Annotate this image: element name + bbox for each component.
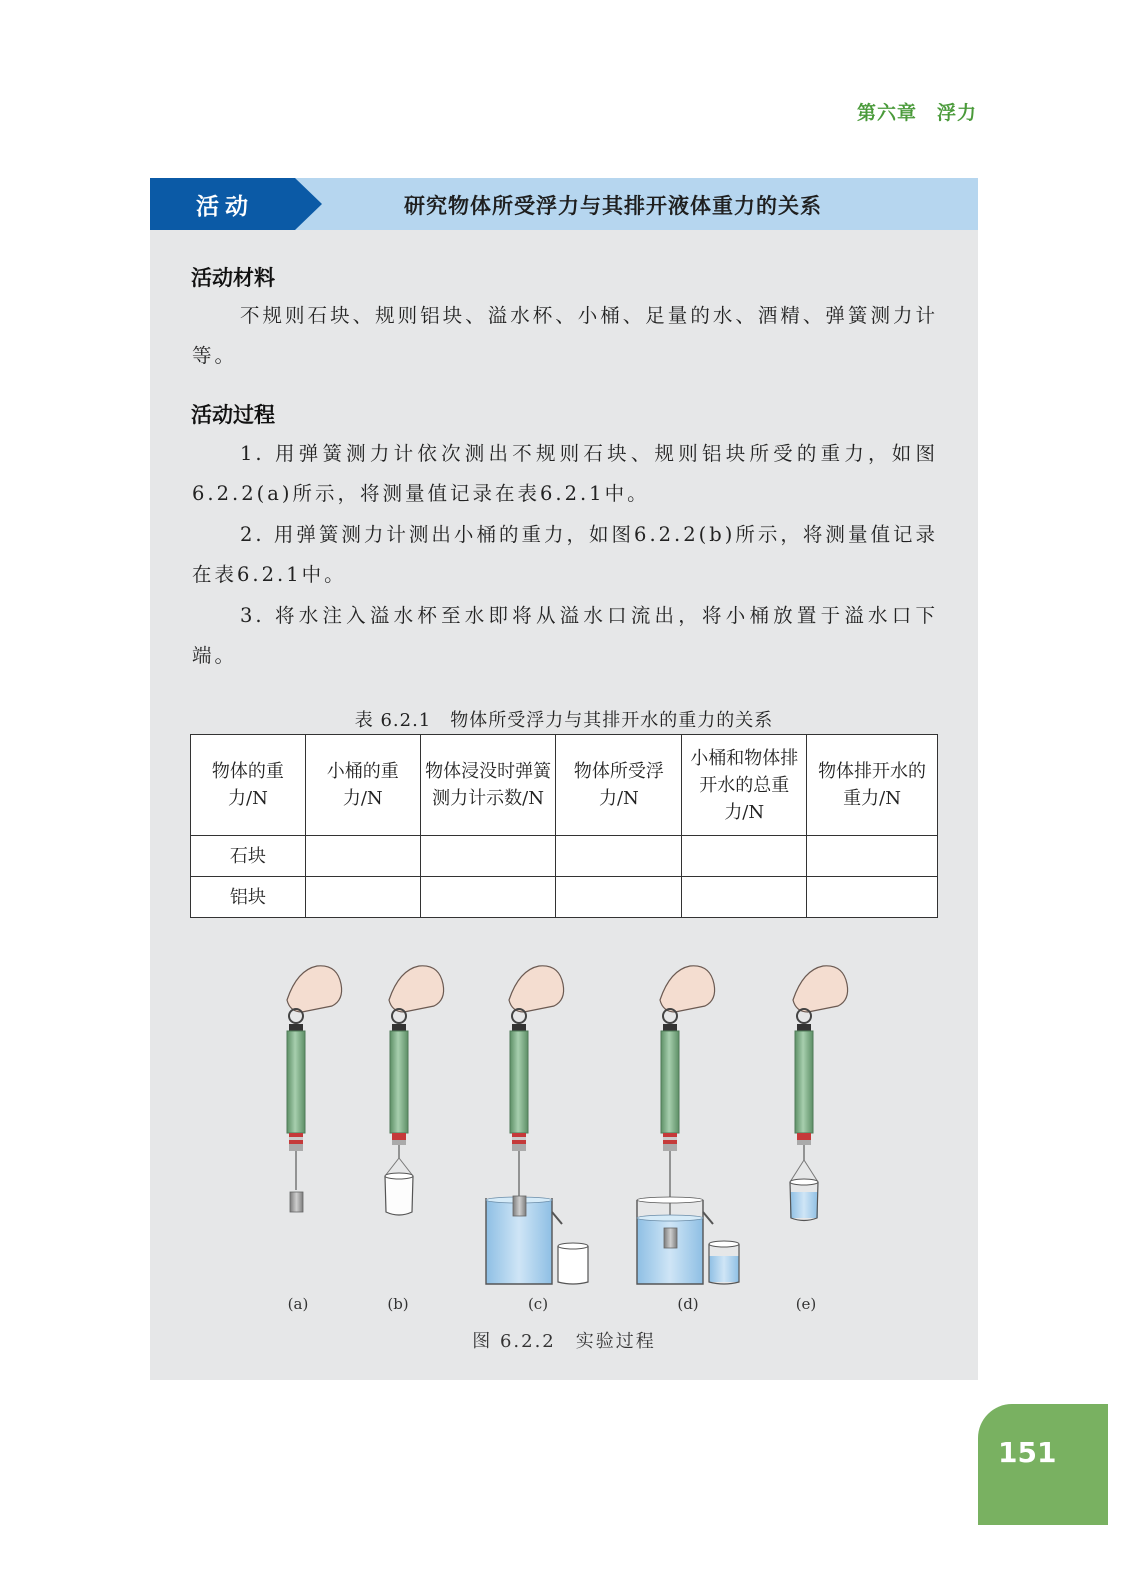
chapter-number: 第六章 [856,102,917,124]
experiment-illustration [150,178,978,1380]
table-header-cell: 物体浸没时弹簧测力计示数/N [420,735,556,836]
hand-icon [287,966,848,1012]
activity-box [150,178,978,1380]
spring-scale-a [287,1009,305,1212]
activity-title: 研究物体所受浮力与其排开液体重力的关系 [404,194,822,218]
step-1: 1. 用弹簧测力计依次测出不规则石块、规则铝块所受的重力，如图6.2.2(a)所示，将测量值记录在表6.2.1中。 [192,442,938,505]
table-header-cell: 物体的重力/N [191,735,306,836]
process-heading: 活动过程 [191,403,275,427]
spring-scale-e [790,1009,818,1221]
figure-label-d: (d) [677,1295,699,1313]
chapter-title: 浮力 [936,102,977,124]
step-2: 2. 用弹簧测力计测出小桶的重力，如图6.2.2(b)所示，将测量值记录在表6.2.1中。 [192,523,938,586]
table-header-cell: 物体排开水的重力/N [807,735,938,836]
table-header-cell: 物体所受浮力/N [556,735,682,836]
figure-label-a: (a) [287,1295,309,1313]
table-cell-object: 铝块 [191,877,306,918]
figure-label-b: (b) [387,1295,409,1313]
chapter-header [857,98,977,125]
activity-tag-label: 活动 [196,194,254,220]
table-header-cell: 小桶和物体排开水的总重力/N [682,735,807,836]
materials-heading: 活动材料 [191,266,275,290]
page-number-tab [978,1404,1108,1525]
figure-label-e: (e) [795,1295,817,1313]
page-number: 151 [998,1436,1057,1469]
figure-label-c: (c) [527,1295,549,1313]
figure-caption: 图 6.2.2 实验过程 [472,1331,656,1352]
table-header-cell: 小桶的重力/N [305,735,420,836]
materials-text: 不规则石块、规则铝块、溢水杯、小桶、足量的水、酒精、弹簧测力计等。 [192,304,938,367]
spring-scale-d [637,1009,739,1284]
table-cell-object: 石块 [191,836,306,877]
spring-scale-b [385,1009,413,1215]
step-3: 3. 将水注入溢水杯至水即将从溢水口流出，将小桶放置于溢水口下端。 [192,604,938,667]
spring-scale-c [486,1009,588,1284]
table-caption: 表 6.2.1 物体所受浮力与其排开水的重力的关系 [354,710,774,731]
